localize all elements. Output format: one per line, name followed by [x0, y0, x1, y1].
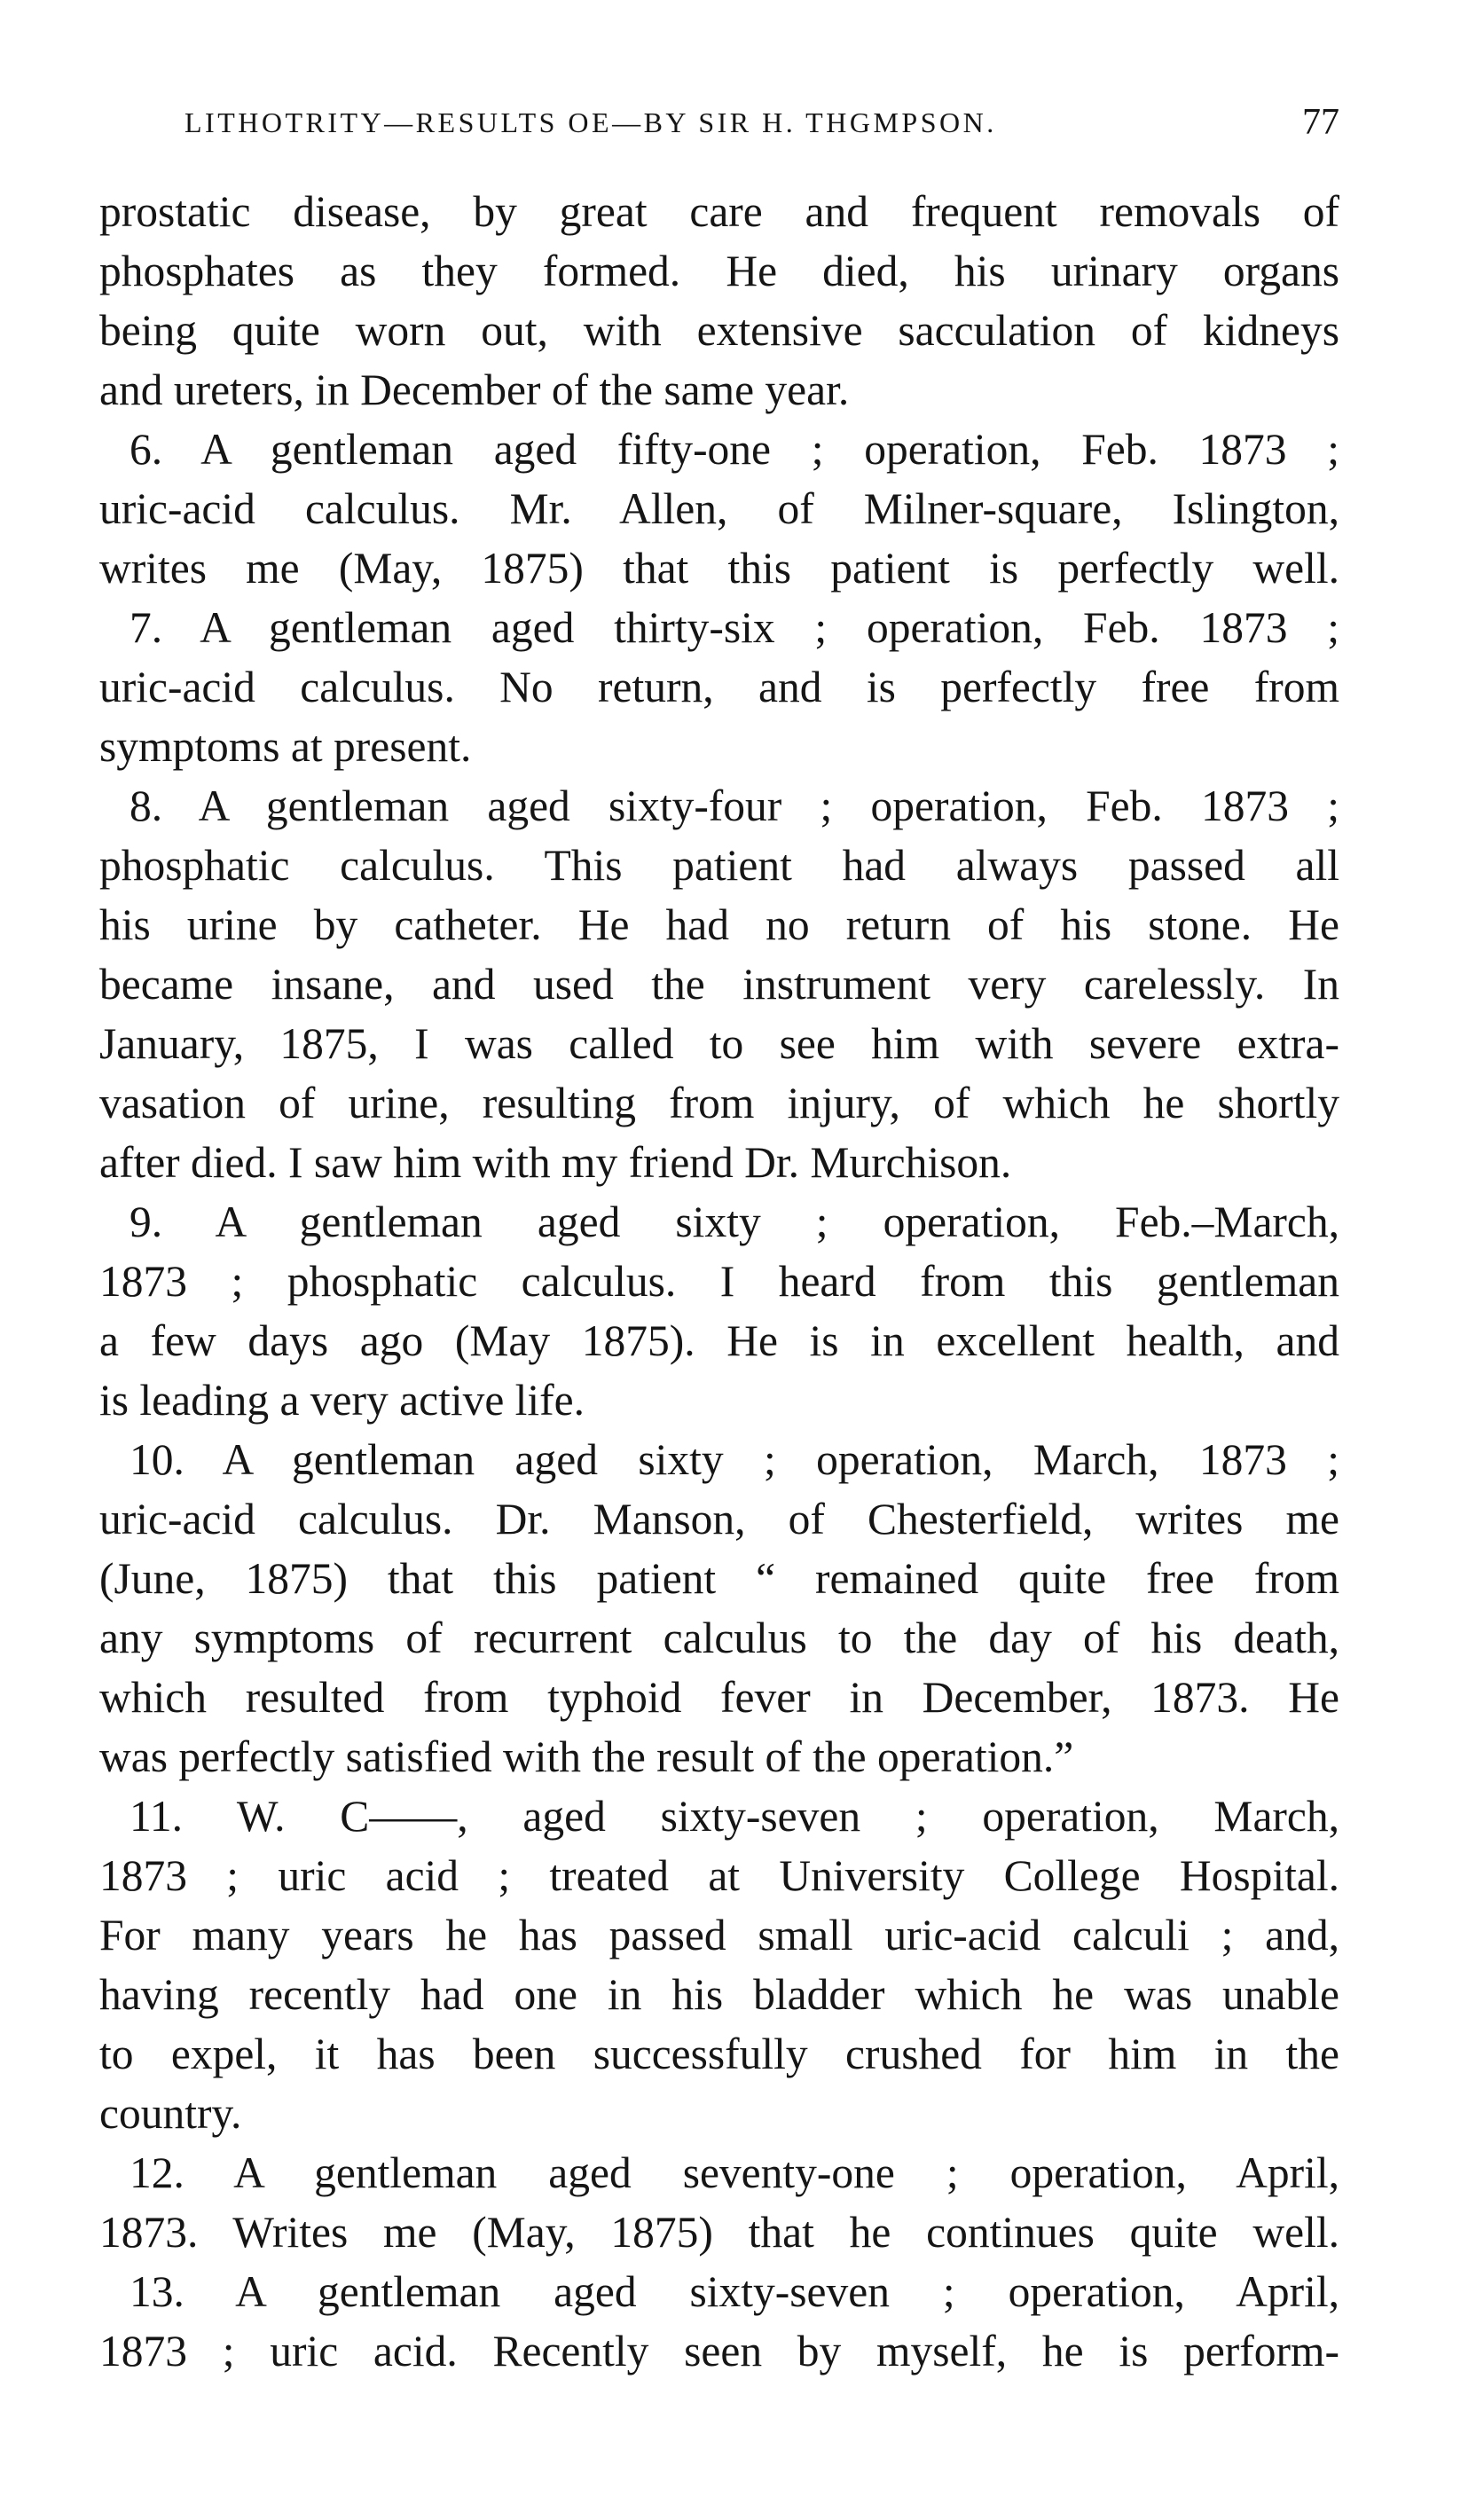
- text-line: uric-acid calculus. Mr. Allen, of Milner-square, Islington,: [99, 484, 1339, 533]
- text-line: uric-acid calculus. No return, and is perfectly free from: [99, 663, 1339, 711]
- text-line: vasation of urine, resulting from injury, of which he shortly: [99, 1079, 1339, 1127]
- text-line: having recently had one in his bladder which he was unable: [99, 1970, 1339, 2019]
- text-line: is leading a very active life.: [99, 1376, 585, 1425]
- running-head: LITHOTRITY—RESULTS OE—BY SIR H. THGMPSON.: [185, 106, 997, 138]
- text-line: was perfectly satisfied with the result of the operation.”: [99, 1732, 1074, 1781]
- case-9-start: 9. A gentleman aged sixty ; operation, Feb.–March,: [130, 1198, 1339, 1246]
- case-13-start: 13. A gentleman aged sixty-seven ; operation, April,: [130, 2267, 1339, 2316]
- case-10-start: 10. A gentleman aged sixty ; operation, March, 1873 ;: [130, 1435, 1339, 1484]
- case-12-start: 12. A gentleman aged seventy-one ; operation, April,: [130, 2148, 1339, 2197]
- text-line: writes me (May, 1875) that this patient is perfectly well.: [99, 544, 1339, 593]
- text-line: 1873 ; uric acid. Recently seen by myself, he is perform-: [99, 2327, 1339, 2375]
- text-line: January, 1875, I was called to see him with severe extra-: [99, 1019, 1339, 1068]
- text-line: after died. I saw him with my friend Dr. Murchison.: [99, 1138, 1012, 1187]
- page-header: [185, 96, 1339, 149]
- text-line: any symptoms of recurrent calculus to the day of his death,: [99, 1614, 1339, 1662]
- text-line: For many years he has passed small uric-acid calculi ; and,: [99, 1911, 1339, 1959]
- text-line: to expel, it has been successfully crushed for him in the: [99, 2030, 1339, 2078]
- text-line: 1873 ; uric acid ; treated at University College Hospital.: [99, 1851, 1339, 1900]
- text-line: prostatic disease, by great care and frequent removals of: [99, 187, 1339, 236]
- text-line: his urine by catheter. He had no return of his stone. He: [99, 900, 1339, 949]
- text-line: phosphatic calculus. This patient had always passed all: [99, 841, 1339, 890]
- text-line: uric-acid calculus. Dr. Manson, of Chesterfield, writes me: [99, 1495, 1339, 1543]
- text-line: 1873. Writes me (May, 1875) that he continues quite well.: [99, 2208, 1339, 2257]
- case-7-start: 7. A gentleman aged thirty-six ; operation, Feb. 1873 ;: [130, 603, 1339, 652]
- text-line: (June, 1875) that this patient “ remained quite free from: [99, 1554, 1339, 1603]
- text-line: 1873 ; phosphatic calculus. I heard from this gentleman: [99, 1257, 1339, 1306]
- text-line: phosphates as they formed. He died, his urinary organs: [99, 247, 1339, 295]
- text-line: being quite worn out, with extensive sacculation of kidneys: [99, 306, 1339, 355]
- case-8-start: 8. A gentleman aged sixty-four ; operation, Feb. 1873 ;: [130, 781, 1339, 830]
- page-number: 77: [1302, 102, 1339, 143]
- body-text: [99, 182, 1339, 2381]
- text-line: and ureters, in December of the same year.: [99, 365, 850, 414]
- text-line: became insane, and used the instrument very carelessly. In: [99, 960, 1339, 1009]
- text-line: symptoms at present.: [99, 722, 472, 771]
- case-11-start: 11. W. C——, aged sixty-seven ; operation, March,: [130, 1792, 1339, 1841]
- text-line: which resulted from typhoid fever in December, 1873. He: [99, 1673, 1339, 1722]
- text-line: country.: [99, 2089, 242, 2138]
- text-line: a few days ago (May 1875). He is in excellent health, and: [99, 1316, 1339, 1365]
- case-6-start: 6. A gentleman aged fifty-one ; operation, Feb. 1873 ;: [130, 425, 1339, 474]
